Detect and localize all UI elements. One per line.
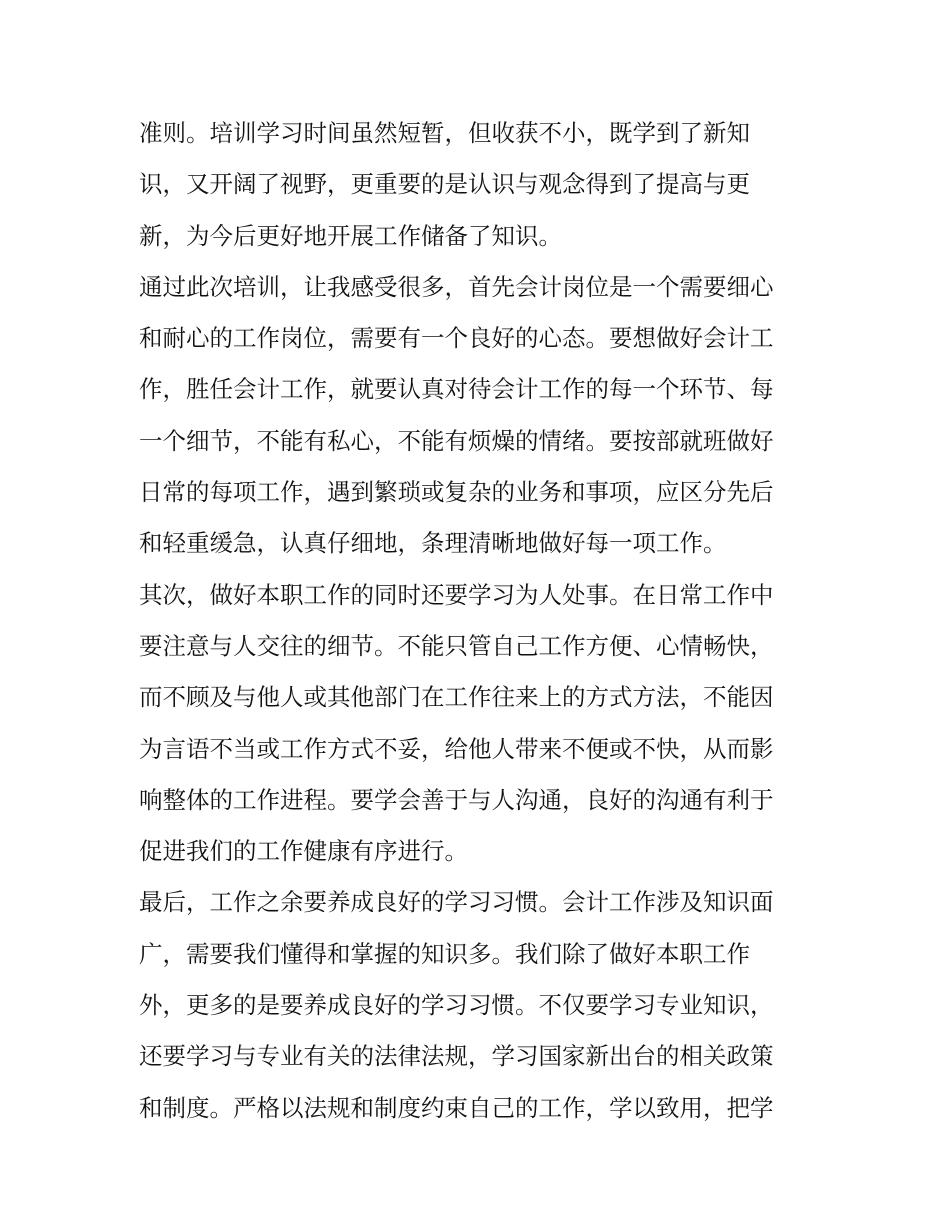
text-line: 广，需要我们懂得和掌握的知识多。我们除了做好本职工作 <box>139 939 750 968</box>
text-line: 要注意与人交往的细节。不能只管自己工作方便、心情畅快， <box>139 631 774 660</box>
text-line: 新，为今后更好地开展工作储备了知识。 <box>139 221 562 250</box>
text-line: 日常的每项工作，遇到繁琐或复杂的业务和事项，应区分先后 <box>139 478 774 507</box>
text-line: 和耐心的工作岗位，需要有一个良好的心态。要想做好会计工 <box>139 324 774 353</box>
text-line: 其次，做好本职工作的同时还要学习为人处事。在日常工作中 <box>139 580 774 609</box>
text-line: 还要学习与专业有关的法律法规，学习国家新出台的相关政策 <box>139 1042 774 1071</box>
text-line: 和制度。严格以法规和制度约束自己的工作，学以致用，把学 <box>139 1093 774 1122</box>
text-line: 通过此次培训，让我感受很多，首先会计岗位是一个需要细心 <box>139 272 774 301</box>
text-line: 作，胜任会计工作，就要认真对待会计工作的每一个环节、每 <box>139 375 774 404</box>
text-line: 一个细节，不能有私心，不能有烦燥的情绪。要按部就班做好 <box>139 426 774 455</box>
text-line: 外，更多的是要养成良好的学习习惯。不仅要学习专业知识， <box>139 991 774 1020</box>
text-line: 最后，工作之余要养成良好的学习习惯。会计工作涉及知识面 <box>139 888 774 917</box>
text-line: 识，又开阔了视野，更重要的是认识与观念得到了提高与更 <box>139 170 750 199</box>
text-line: 促进我们的工作健康有序进行。 <box>139 837 468 866</box>
text-line: 和轻重缓急，认真仔细地，条理清晰地做好每一项工作。 <box>139 529 727 558</box>
text-line: 准则。培训学习时间虽然短暂，但收获不小，既学到了新知 <box>139 119 750 147</box>
text-line: 为言语不当或工作方式不妥，给他人带来不便或不快，从而影 <box>139 734 774 763</box>
body-text <box>139 108 819 1134</box>
text-line: 而不顾及与他人或其他部门在工作往来上的方式方法，不能因 <box>139 683 774 712</box>
text-line: 响整体的工作进程。要学会善于与人沟通，良好的沟通有利于 <box>139 785 774 814</box>
